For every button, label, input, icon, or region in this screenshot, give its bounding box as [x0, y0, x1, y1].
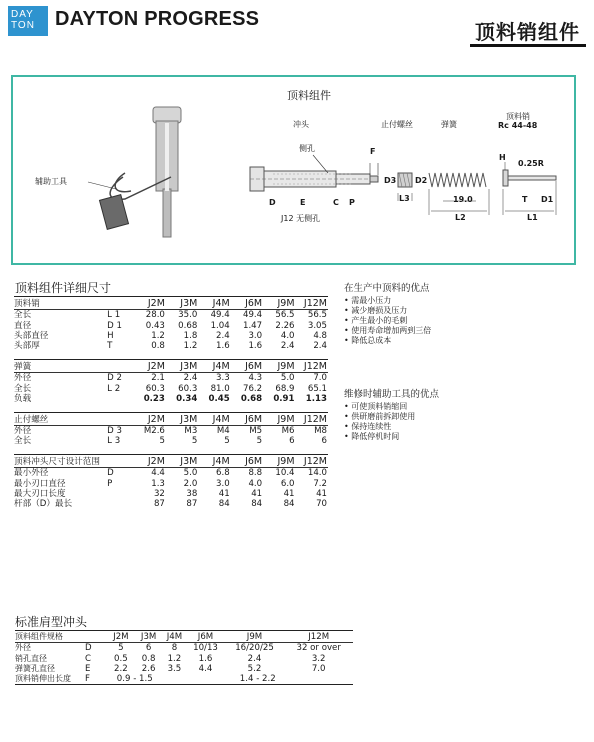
cell: M5 — [249, 425, 263, 436]
cell: 35.0 — [178, 310, 198, 321]
cell: 10.4 — [275, 468, 295, 479]
production-advantage-item: • 使用寿命增加两到三倍 — [344, 326, 431, 336]
row-symbol — [107, 499, 133, 509]
maintenance-advantage-item: • 保持连续性 — [344, 422, 439, 432]
cell: 2.26 — [275, 320, 295, 331]
cell: 10/13 — [193, 643, 218, 654]
cell: 1.2 — [183, 341, 198, 352]
page-title: 顶料销组件 — [475, 20, 580, 44]
table-row — [14, 425, 328, 436]
production-advantage-item: • 需最小压力 — [344, 296, 431, 306]
cell: 16/20/25 — [235, 643, 274, 654]
row-symbol: L 3 — [107, 436, 121, 447]
ejector-pin-label: 顶料销 — [506, 112, 530, 121]
cell: 60.3 — [178, 383, 198, 394]
cell: 1.6 — [198, 653, 213, 664]
row-label: 头部直径 — [14, 330, 49, 341]
cell: M2.6 — [143, 425, 165, 436]
dim-d: D — [269, 198, 276, 207]
cell: 0.5 — [114, 653, 128, 664]
size-header: J4M — [163, 631, 187, 643]
production-advantages — [344, 284, 431, 346]
cell: 7.0 — [311, 663, 326, 674]
cell: 0.91 — [273, 393, 295, 404]
size-header: J12M — [296, 297, 328, 310]
size-header: J6M — [186, 631, 224, 643]
row-label: 外径 — [15, 643, 31, 653]
cell: 7.2 — [313, 478, 327, 489]
size-header: J12M — [296, 412, 328, 425]
cell: 8 — [171, 643, 178, 654]
cell: 2.2 — [114, 663, 128, 674]
size-header: J6M — [231, 297, 263, 310]
detail-section-title: 顶料组件详细尺寸 — [15, 281, 112, 295]
cell: 38 — [186, 488, 198, 499]
cell: 5 — [224, 436, 230, 447]
dim-l1: L1 — [527, 213, 538, 222]
size-header: J2M — [107, 631, 135, 643]
maintenance-advantage-item: • 供研磨前拆卸使用 — [344, 412, 439, 422]
cell: M8 — [314, 425, 327, 436]
size-header: J2M — [134, 455, 166, 468]
cell: 1.47 — [242, 320, 263, 331]
row-label: 直径 — [14, 320, 32, 331]
maintenance-advantages-heading: 维修时辅助工具的优点 — [344, 389, 440, 400]
maintenance-advantages — [344, 390, 439, 442]
cell: 0.23 — [143, 393, 165, 404]
standard-punch-table — [15, 630, 353, 685]
punch-section-drawing — [250, 155, 378, 191]
cell: M6 — [281, 425, 295, 436]
cell: 1.2 — [167, 653, 182, 664]
table-row — [14, 479, 328, 489]
size-header: J4M — [198, 359, 230, 372]
cell: 70 — [316, 499, 327, 510]
group-title: 弹簧 — [14, 359, 134, 372]
dim-t: T — [522, 195, 528, 204]
dim-d3: D3 — [384, 176, 397, 185]
size-header: J3M — [135, 631, 163, 643]
cell: 4.0 — [280, 330, 295, 341]
group-title: 顶料冲头尺寸设计范围 — [14, 455, 134, 468]
row-label: 最小外径 — [14, 468, 49, 479]
cell: 81.0 — [210, 383, 230, 394]
dim-l3: L3 — [399, 194, 410, 203]
detail-dimensions-table — [14, 296, 328, 510]
cell: 4.0 — [248, 478, 263, 489]
title-rule — [470, 44, 586, 47]
size-header: J2M — [134, 359, 166, 372]
company-logo — [8, 6, 48, 36]
row-label: 负载 — [14, 393, 32, 404]
brand-name: DAYTON PROGRESS — [55, 8, 260, 30]
cell: 84 — [251, 499, 263, 510]
cell: 0.68 — [178, 320, 198, 331]
row-symbol: D — [107, 468, 114, 479]
logo-top-text: DAY — [11, 9, 34, 20]
dim-c: C — [333, 198, 339, 207]
cell: 1.13 — [305, 393, 327, 404]
cell: 5 — [191, 436, 198, 447]
cell: 2.4 — [280, 341, 295, 352]
assembly-diagram — [11, 75, 576, 265]
punch-photo-icon — [99, 107, 181, 237]
logo-bottom-text: TON — [11, 20, 35, 31]
cell: 5.2 — [247, 663, 262, 674]
dim-f: F — [370, 147, 376, 156]
table-row — [14, 321, 328, 331]
table-row — [15, 674, 353, 685]
row-symbol: F — [85, 674, 107, 685]
aux-tool-label: 辅助工具 — [35, 177, 67, 186]
cell: 1.04 — [210, 320, 230, 331]
j12-note: J12 无侧孔 — [281, 214, 321, 223]
cell: 49.4 — [242, 310, 263, 321]
row-symbol: T — [107, 341, 113, 352]
cell: M4 — [216, 425, 230, 436]
row-symbol: H — [107, 330, 114, 341]
cell: 2.4 — [216, 330, 230, 341]
cell: 3.5 — [167, 663, 182, 674]
row-symbol: C — [85, 653, 92, 664]
cell: 3.3 — [216, 373, 230, 384]
table-row — [14, 468, 328, 479]
production-advantage-item: • 产生最小的毛刺 — [344, 316, 431, 326]
table-row — [15, 654, 353, 664]
cell: 49.4 — [210, 310, 230, 321]
row-label: 全长 — [14, 436, 32, 447]
cell: 0.45 — [208, 393, 230, 404]
cell: 6 — [145, 643, 152, 654]
cell: 0.34 — [176, 393, 198, 404]
cell: 1.3 — [151, 478, 165, 489]
size-header: J9M — [263, 359, 295, 372]
table-row — [15, 643, 353, 654]
row-label: 弹簧孔直径 — [15, 663, 55, 673]
cell: 4.8 — [313, 330, 327, 341]
group-header-row — [14, 297, 328, 310]
cell: 60.3 — [145, 383, 165, 394]
group-title: 顶料销 — [14, 297, 134, 310]
size-header: J4M — [198, 412, 230, 425]
dim-h: H — [499, 153, 506, 162]
cell: 14.0 — [307, 468, 327, 479]
cell: 5.0 — [280, 373, 295, 384]
group-title: 止付螺丝 — [14, 412, 134, 425]
cell: 2.6 — [141, 663, 156, 674]
row-symbol — [107, 394, 133, 404]
cell: 87 — [153, 499, 165, 510]
cell: 5 — [256, 436, 263, 447]
size-header: J3M — [166, 297, 198, 310]
cell: M3 — [184, 425, 198, 436]
row-label: 全长 — [14, 383, 32, 394]
dim-p: P — [349, 198, 355, 207]
table-spacer — [14, 351, 328, 359]
size-header: J3M — [166, 455, 198, 468]
row-label: 头部厚 — [14, 341, 40, 352]
table-row — [14, 489, 328, 499]
size-header: J4M — [198, 455, 230, 468]
cell: 6 — [289, 436, 295, 447]
size-header: J12M — [284, 631, 353, 643]
row-label: 全长 — [14, 310, 32, 321]
cell: 6.8 — [216, 468, 230, 479]
row-symbol: D 2 — [107, 373, 122, 384]
cell: 5.0 — [183, 468, 198, 479]
cell: 41 — [218, 488, 230, 499]
row-symbol — [107, 489, 133, 499]
ejector-pin-drawing — [503, 162, 556, 215]
table-row — [14, 384, 328, 394]
dim-l2: L2 — [455, 213, 466, 222]
size-header: J12M — [296, 359, 328, 372]
dim-d2: D2 — [415, 176, 428, 185]
maintenance-advantage-item: • 可使顶料销缩回 — [344, 402, 439, 412]
row-label: 销孔直径 — [15, 653, 47, 663]
cell: 3.0 — [216, 478, 230, 489]
dim-19: 19.0 — [453, 195, 473, 204]
cell: 41 — [251, 488, 263, 499]
size-header: J9M — [263, 412, 295, 425]
cell: 3.2 — [311, 653, 326, 664]
row-symbol: D 3 — [107, 425, 122, 436]
table-row — [14, 331, 328, 341]
cell: 0.8 — [141, 653, 156, 664]
row-label: 最大刃口长度 — [14, 488, 66, 499]
cell: 2.1 — [151, 373, 165, 384]
assembly-drawing — [13, 77, 574, 263]
cell: 1.6 — [216, 341, 230, 352]
group-header-row — [14, 455, 328, 468]
dim-e: E — [300, 198, 306, 207]
row-label: 顶料销伸出长度 — [15, 674, 85, 685]
cell: 8.8 — [248, 468, 263, 479]
row-label: 外径 — [14, 373, 32, 384]
size-header: J9M — [263, 455, 295, 468]
size-header: J12M — [296, 455, 328, 468]
cell: 28.0 — [145, 310, 165, 321]
cell: 56.5 — [307, 310, 327, 321]
cell: 32 or over — [296, 643, 341, 654]
production-advantage-item: • 降低总成本 — [344, 336, 431, 346]
size-header: J6M — [231, 455, 263, 468]
row-symbol: L 1 — [107, 310, 121, 321]
spring-label: 弹簧 — [441, 120, 457, 129]
cell: 5 — [159, 436, 165, 447]
cell: 1.6 — [248, 341, 263, 352]
table-row — [14, 436, 328, 446]
table-row — [14, 373, 328, 384]
cell: 6.0 — [280, 478, 295, 489]
cell: 32 — [153, 488, 165, 499]
table-spacer — [14, 404, 328, 412]
cell: 65.1 — [307, 383, 327, 394]
table-spacer — [14, 447, 328, 455]
row-symbol: L 2 — [107, 383, 121, 394]
cell: 76.2 — [242, 383, 263, 394]
cell: 6 — [321, 436, 327, 447]
cell: 41 — [316, 488, 327, 499]
table-row — [15, 664, 353, 674]
cell: 3.05 — [307, 320, 327, 331]
dim-d1: D1 — [541, 195, 554, 204]
punch-label: 冲头 — [293, 120, 309, 129]
cell: 87 — [186, 499, 198, 510]
cell: 0.43 — [145, 320, 165, 331]
standard-header-row — [15, 631, 353, 643]
size-header: J9M — [263, 297, 295, 310]
cell: 84 — [283, 499, 295, 510]
standard-section-title: 标准肩型冲头 — [15, 615, 88, 629]
table-row — [14, 341, 328, 351]
row-symbol: D 1 — [107, 320, 122, 331]
row-symbol: D — [85, 643, 92, 654]
set-screw-label: 止付螺丝 — [381, 120, 413, 129]
row-label: 最小刃口直径 — [14, 478, 66, 489]
maintenance-advantage-item: • 降低停机时间 — [344, 432, 439, 442]
size-header: J3M — [166, 412, 198, 425]
standard-header-label: 顶料组件规格 — [15, 631, 107, 643]
range-cell: 0.9 - 1.5 — [107, 674, 163, 685]
cell: 0.68 — [240, 393, 263, 404]
size-header: J4M — [198, 297, 230, 310]
size-header: J2M — [134, 412, 166, 425]
row-label: 外径 — [14, 425, 32, 436]
cell: 4.4 — [151, 468, 165, 479]
cell: 4.3 — [248, 373, 263, 384]
table-row — [14, 394, 328, 404]
cell: 2.4 — [183, 373, 198, 384]
cell: 41 — [283, 488, 295, 499]
cell: 7.0 — [313, 373, 327, 384]
table-row — [14, 499, 328, 509]
row-symbol: E — [85, 663, 91, 674]
cell: 84 — [218, 499, 230, 510]
spring-drawing — [429, 173, 489, 215]
size-header: J6M — [231, 412, 263, 425]
group-header-row — [14, 412, 328, 425]
range-cell: 1.4 - 2.2 — [163, 674, 354, 685]
size-header: J2M — [134, 297, 166, 310]
production-advantages-heading: 在生产中顶料的优点 — [344, 283, 430, 294]
cell: 1.2 — [151, 330, 165, 341]
size-header: J3M — [166, 359, 198, 372]
cell: 4.4 — [198, 663, 213, 674]
cell: 3.0 — [248, 330, 263, 341]
size-header: J6M — [231, 359, 263, 372]
cell: 56.5 — [275, 310, 295, 321]
hardness-label: Rc 44-48 — [498, 121, 538, 130]
cell: 0.8 — [151, 341, 165, 352]
cell: 5 — [118, 643, 124, 654]
size-header: J9M — [225, 631, 285, 643]
side-hole-label: 侧孔 — [299, 144, 315, 153]
diagram-title: 顶料组件 — [287, 89, 331, 102]
group-header-row — [14, 359, 328, 372]
table-row — [14, 310, 328, 321]
production-advantage-item: • 减少磨损及压力 — [344, 306, 431, 316]
cell: 1.8 — [183, 330, 198, 341]
cell: 68.9 — [275, 383, 295, 394]
cell: 2.4 — [247, 653, 262, 664]
dim-radius: 0.25R — [518, 159, 544, 168]
row-symbol: P — [107, 478, 113, 489]
row-label: 杆部（D）最长 — [14, 499, 73, 510]
cell: 2.0 — [183, 478, 198, 489]
cell: 2.4 — [313, 341, 327, 352]
